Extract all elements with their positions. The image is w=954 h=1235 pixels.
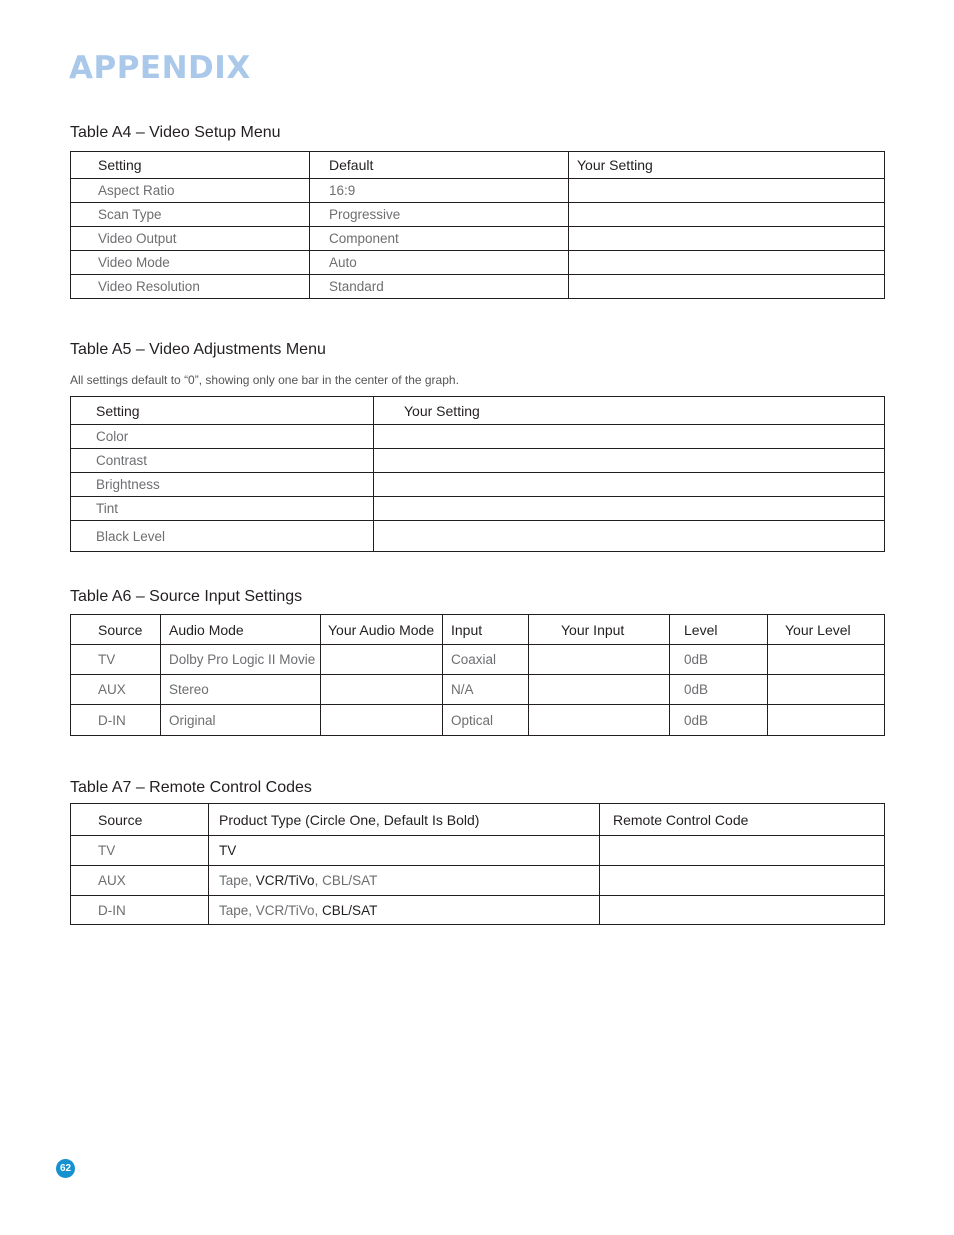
source-cell: TV [71, 836, 209, 866]
your-audio-mode-cell[interactable] [321, 675, 443, 705]
table-a7 [70, 803, 885, 925]
setting-cell: Video Output [71, 227, 310, 251]
table-a4 [70, 151, 885, 299]
table-row [71, 203, 885, 227]
default-cell: Standard [310, 275, 569, 299]
setting-cell: Color [71, 425, 374, 449]
level-cell: 0dB [670, 675, 768, 705]
table-a7-title: Table A7 – Remote Control Codes [70, 779, 312, 796]
table-row [71, 227, 885, 251]
source-cell: D-IN [71, 896, 209, 925]
table-header-row [71, 152, 885, 179]
product-type-cell [209, 836, 600, 866]
table-row [71, 179, 885, 203]
product-type-option: , CBL/SAT [314, 873, 378, 888]
setting-cell: Scan Type [71, 203, 310, 227]
table-row [71, 866, 885, 896]
column-header-default: Default [310, 152, 569, 179]
your-setting-cell[interactable] [569, 227, 885, 251]
your-setting-cell[interactable] [569, 275, 885, 299]
table-header-row [71, 804, 885, 836]
column-header-input: Input [443, 615, 529, 645]
product-type-cell [209, 866, 600, 896]
your-setting-cell[interactable] [374, 449, 885, 473]
table-a4-title: Table A4 – Video Setup Menu [70, 124, 281, 141]
input-cell: Coaxial [443, 645, 529, 675]
default-cell: Progressive [310, 203, 569, 227]
audio-mode-cell: Dolby Pro Logic II Movie [161, 645, 321, 675]
your-audio-mode-cell[interactable] [321, 705, 443, 736]
default-cell: Component [310, 227, 569, 251]
your-input-cell[interactable] [529, 675, 670, 705]
input-cell: N/A [443, 675, 529, 705]
remote-code-cell[interactable] [600, 896, 885, 925]
your-audio-mode-cell[interactable] [321, 645, 443, 675]
table-row [71, 836, 885, 866]
your-level-cell[interactable] [768, 705, 885, 736]
source-cell: AUX [71, 866, 209, 896]
input-cell: Optical [443, 705, 529, 736]
column-header-your-audio-mode: Your Audio Mode [321, 615, 443, 645]
default-product-type: CBL/SAT [322, 902, 378, 918]
column-header-level: Level [670, 615, 768, 645]
table-a6-title: Table A6 – Source Input Settings [70, 588, 303, 605]
level-cell: 0dB [670, 645, 768, 675]
setting-cell: Brightness [71, 473, 374, 497]
your-input-cell[interactable] [529, 645, 670, 675]
your-setting-cell[interactable] [374, 425, 885, 449]
product-type-option: Tape, VCR/TiVo, [219, 902, 323, 918]
product-type-option: Tape, [219, 873, 256, 888]
table-row [71, 275, 885, 299]
your-level-cell[interactable] [768, 645, 885, 675]
setting-cell: Video Mode [71, 251, 310, 275]
your-setting-cell[interactable] [374, 473, 885, 497]
default-cell: Auto [310, 251, 569, 275]
table-a5-note: All settings default to “0”, showing only one bar in the center of the graph. [70, 373, 459, 387]
audio-mode-cell: Stereo [161, 675, 321, 705]
table-row [71, 497, 885, 521]
setting-cell: Aspect Ratio [71, 179, 310, 203]
table-row [71, 705, 885, 736]
column-header-setting: Setting [71, 397, 374, 425]
page-heading: APPENDIX [69, 50, 251, 86]
default-product-type: VCR/TiVo [255, 873, 315, 888]
page-number-badge: 62 [56, 1159, 75, 1178]
remote-code-cell[interactable] [600, 836, 885, 866]
table-row [71, 251, 885, 275]
product-type-cell [209, 896, 600, 925]
column-header-your-input: Your Input [529, 615, 670, 645]
column-header-your-level: Your Level [768, 615, 885, 645]
setting-cell: Black Level [71, 521, 374, 552]
remote-code-cell[interactable] [600, 866, 885, 896]
level-cell: 0dB [670, 705, 768, 736]
column-header-setting: Setting [71, 152, 310, 179]
table-row [71, 449, 885, 473]
column-header-source: Source [71, 804, 209, 836]
column-header-your-setting: Your Setting [569, 152, 885, 179]
table-row [71, 645, 885, 675]
source-cell: D-IN [71, 705, 161, 736]
table-a5 [70, 396, 885, 552]
default-product-type: TV [219, 843, 237, 858]
audio-mode-cell: Original [161, 705, 321, 736]
column-header-your-setting: Your Setting [374, 397, 885, 425]
table-row [71, 521, 885, 552]
setting-cell: Video Resolution [71, 275, 310, 299]
your-setting-cell[interactable] [569, 179, 885, 203]
table-header-row [71, 397, 885, 425]
table-row [71, 896, 885, 925]
setting-cell: Tint [71, 497, 374, 521]
default-cell: 16:9 [310, 179, 569, 203]
your-setting-cell[interactable] [569, 203, 885, 227]
column-header-remote-code: Remote Control Code [600, 804, 885, 836]
source-cell: TV [71, 645, 161, 675]
table-header-row [71, 615, 885, 645]
column-header-source: Source [71, 615, 161, 645]
table-a6 [70, 614, 885, 736]
your-setting-cell[interactable] [374, 497, 885, 521]
your-input-cell[interactable] [529, 705, 670, 736]
table-row [71, 425, 885, 449]
your-setting-cell[interactable] [374, 521, 885, 552]
source-cell: AUX [71, 675, 161, 705]
your-level-cell[interactable] [768, 675, 885, 705]
column-header-product-type: Product Type (Circle One, Default Is Bold) [209, 804, 600, 836]
column-header-audio-mode: Audio Mode [161, 615, 321, 645]
table-row [71, 473, 885, 497]
setting-cell: Contrast [71, 449, 374, 473]
table-a5-title: Table A5 – Video Adjustments Menu [70, 341, 326, 358]
your-setting-cell[interactable] [569, 251, 885, 275]
table-row [71, 675, 885, 705]
